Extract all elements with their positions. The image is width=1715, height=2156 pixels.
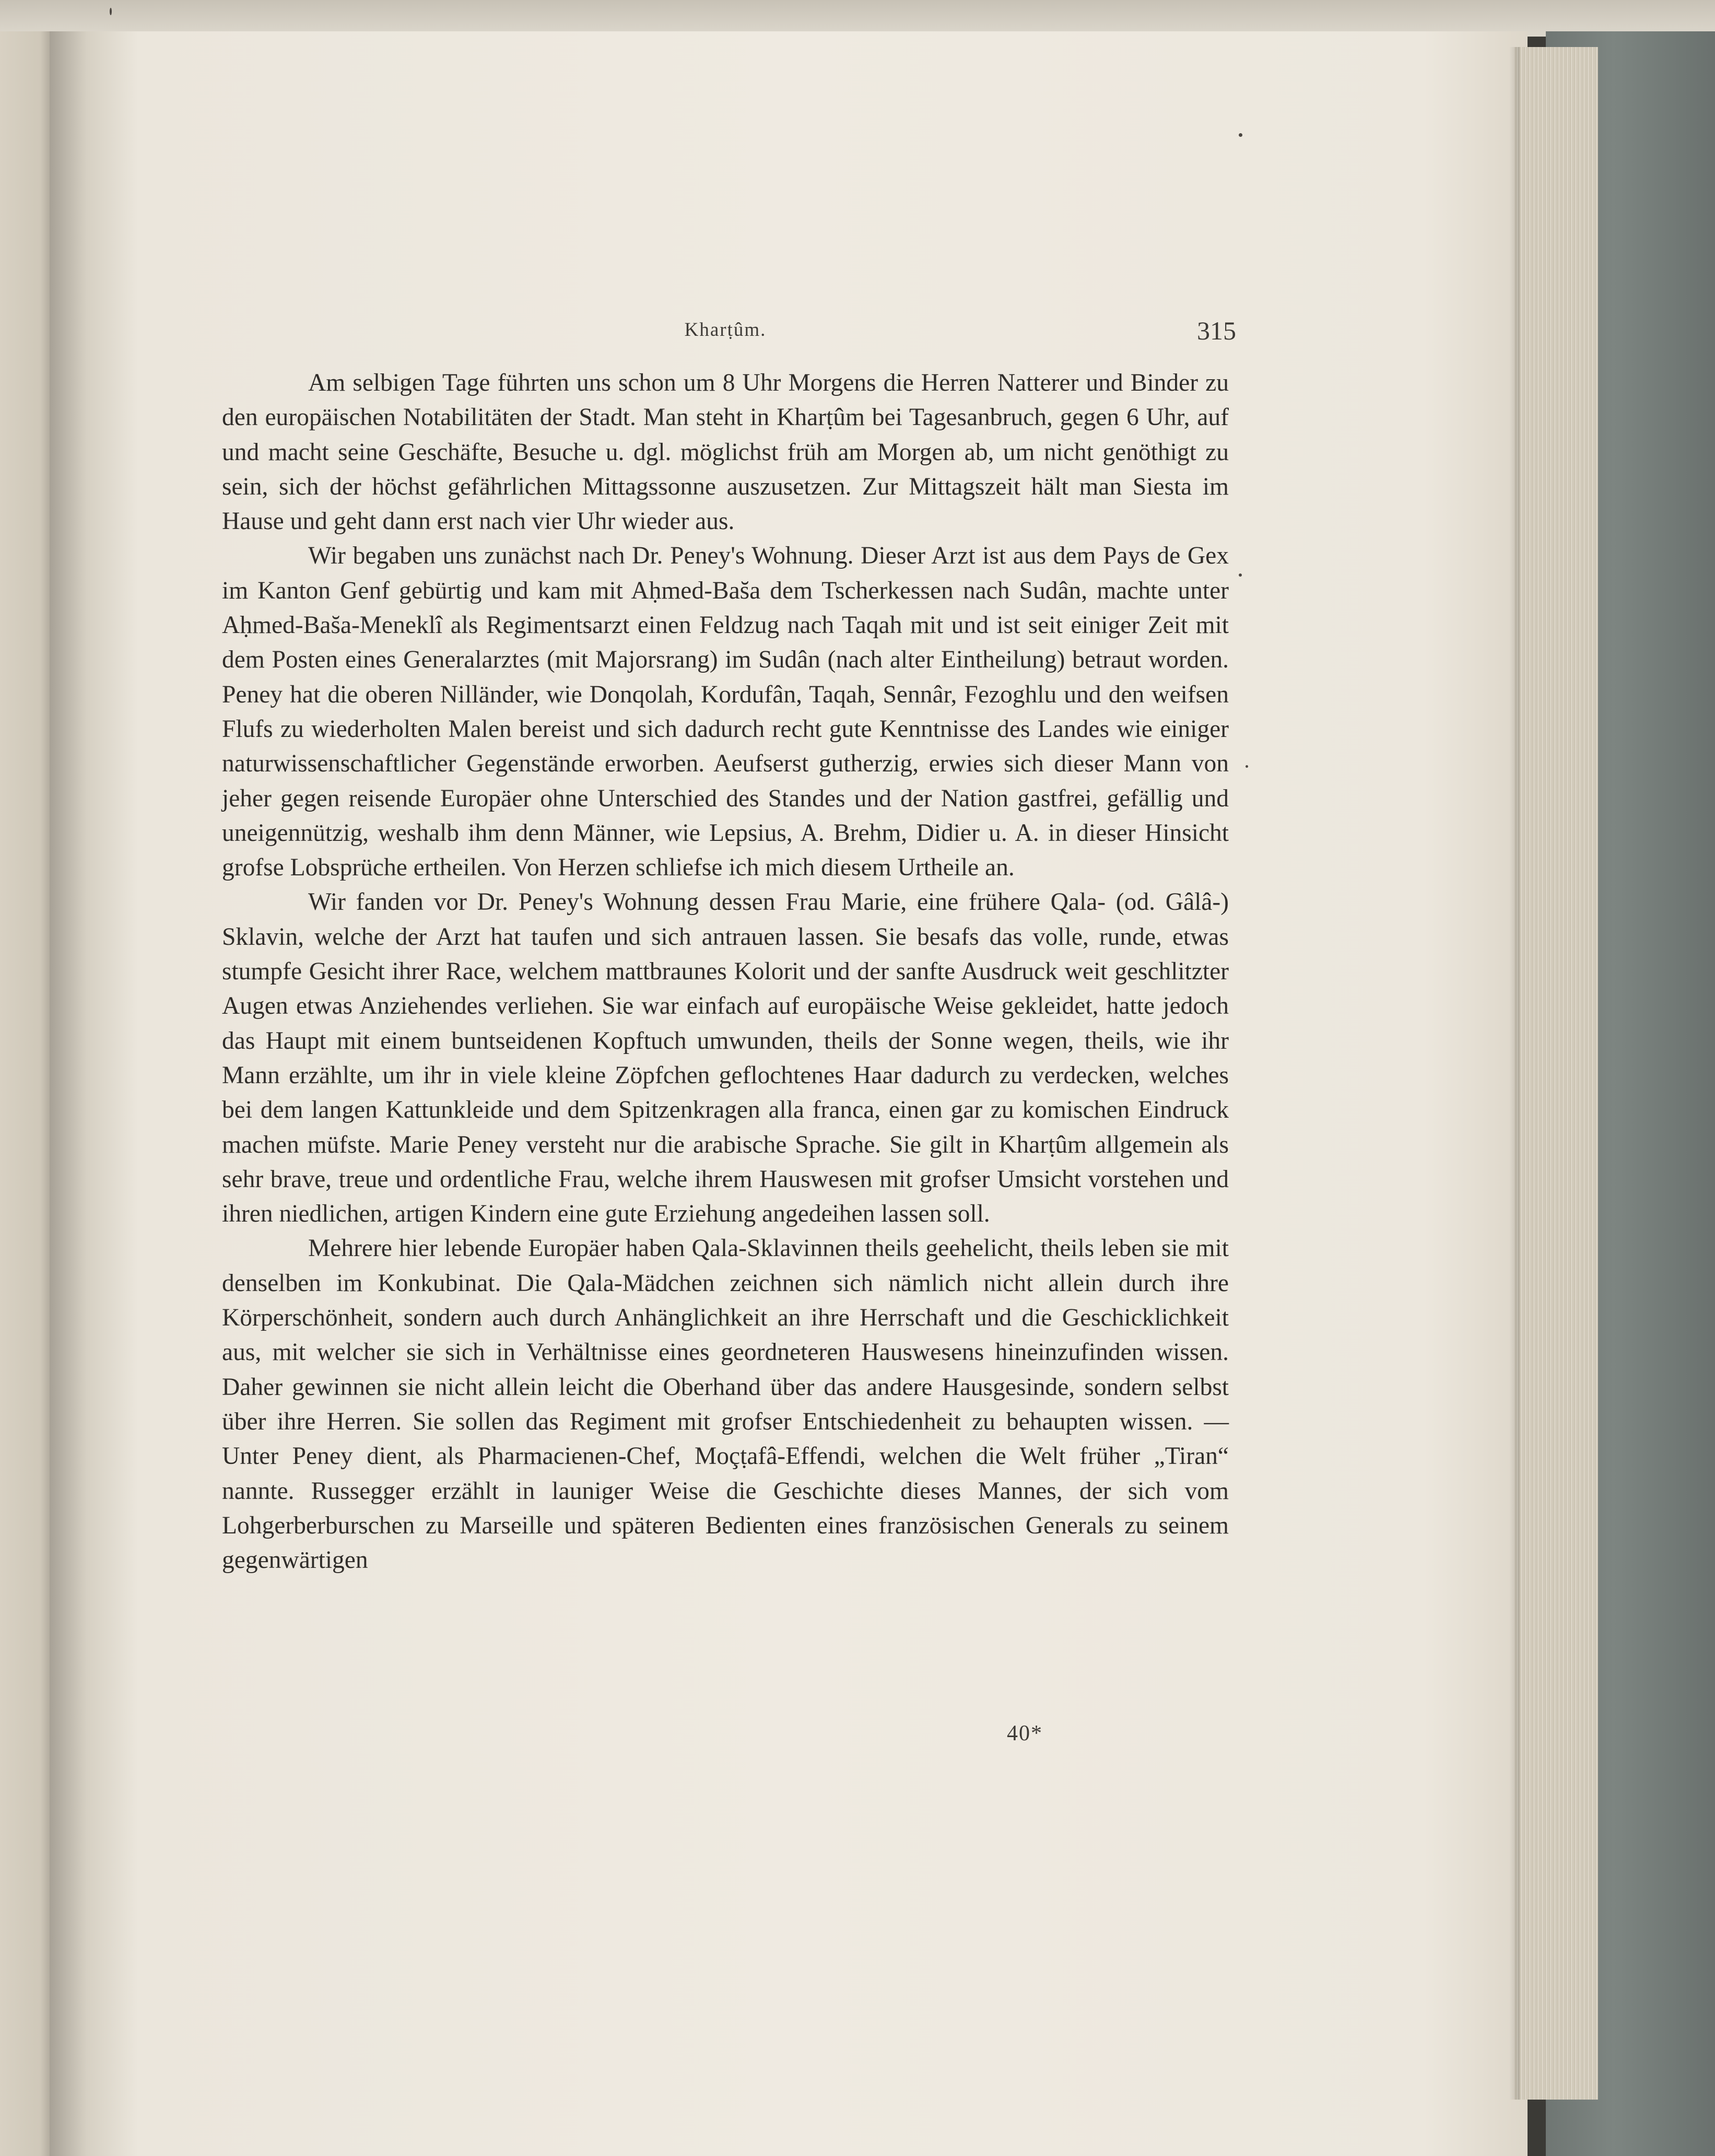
- facing-page-edge: [0, 31, 57, 2156]
- running-title: Kharṭûm.: [684, 319, 767, 341]
- paragraph: Am selbigen Tage führten uns schon um 8 Uhr Morgens die Herren Natterer und Binder zu den europäischen Notabilitäten der Stadt. Man steht in Kharṭûm bei Tagesanbruch, gegen 6 Uhr, auf und macht seine Geschäfte, Besuche u. dgl. möglichst früh am Morgen ab, um nicht genöthigt zu sein, sich der höchst gefährlichen Mittagssonne auszusetzen. Zur Mittagszeit hält man Siesta im Hause und geht dann erst nach vier Uhr wieder aus.: [222, 369, 1229, 535]
- running-head: [222, 316, 1236, 350]
- page-edges: [1514, 47, 1598, 2100]
- paper-speck: [1239, 133, 1242, 137]
- paragraph: Mehrere hier lebende Europäer haben Qala-Sklavinnen theils geehelicht, theils leben sie mit denselben im Konkubinat. Die Qala-Mädchen zeichnen sich nämlich nicht allein durch ihre Körperschönheit, sondern auch durch Anhänglichkeit an ihre Herrschaft und die Geschicklichkeit aus, mit welcher sie sich in Verhältnisse eines geordneteren Hauswesens hineinzufinden wissen. Daher gewinnen sie nicht allein leicht die Oberhand über das andere Hausgesinde, sondern selbst über ihre Herren. Sie sollen das Regiment mit grofser Entschiedenheit zu behaupten wissen. — Unter Peney dient, als Pharmacienen-Chef, Moçṭafâ-Effendi, welchen die Welt früher „Tiran“ nannte. Russegger erzählt in launiger Weise die Geschichte dieses Mannes, der sich vom Lohgerberburschen zu Marseille und späteren Bedienten eines französischen Generals zu seinem gegenwärtigen: [222, 1235, 1229, 1574]
- paper-speck: [110, 8, 112, 15]
- body-text: [222, 366, 1229, 1577]
- page-edges-shadow: [1509, 47, 1520, 2100]
- page-number: 315: [1197, 316, 1236, 345]
- paper-speck: [1246, 765, 1248, 768]
- paragraph: Wir fanden vor Dr. Peney's Wohnung dessen Frau Marie, eine frühere Qala- (od. Gâlâ-) Sklavin, welche der Arzt hat taufen und sich antrauen lassen. Sie besafs das volle, runde, etwas stumpfe Gesicht ihrer Race, welchem mattbraunes Kolorit und der sanfte Ausdruck weit geschlitzter Augen etwas Anziehendes verliehen. Sie war einfach auf europäische Weise gekleidet, hatte jedoch das Haupt mit einem buntseidenen Kopftuch umwunden, theils der Sonne wegen, theils, wie ihr Mann erzählte, um ihr in viele kleine Zöpfchen geflochtenes Haar dadurch zu verdecken, welches bei dem langen Kattunkleide und dem Spitzenkragen alla franca, einen gar zu komischen Eindruck machen müfste. Marie Peney versteht nur die arabische Sprache. Sie gilt in Kharṭûm allgemein als sehr brave, treue und ordentliche Frau, welche ihrem Hauswesen mit grofser Umsicht vorstehen und ihren niedlichen, artigen Kindern eine gute Erziehung angedeihen lassen soll.: [222, 888, 1229, 1228]
- paper-speck: [1239, 573, 1242, 577]
- paragraph: Wir begaben uns zunächst nach Dr. Peney's Wohnung. Dieser Arzt ist aus dem Pays de Gex im Kanton Genf gebürtig und kam mit Aḥmed-Bas̆a dem Tscherkessen nach Sudân, machte unter Aḥmed-Bas̆a-Meneklî als Regimentsarzt einen Feldzug nach Taqah mit und ist seit einiger Zeit mit dem Posten eines Generalarztes (mit Majorsrang) im Sudân (nach alter Eintheilung) betraut worden. Peney hat die oberen Nilländer, wie Donqolah, Kordufân, Taqah, Sennâr, Fezoghlu und den weifsen Flufs zu wiederholten Malen bereist und sich dadurch recht gute Kenntnisse des Landes wie einiger naturwissenschaftlicher Gegenstände erworben. Aeufserst gutherzig, erwies sich dieser Mann von jeher gegen reisende Europäer ohne Unterschied des Standes und der Nation gastfrei, gefällig und uneigennützig, weshalb ihm denn Männer, wie Lepsius, A. Brehm, Didier u. A. in dieser Hinsicht grofse Lobsprüche ertheilen. Von Herzen schliefse ich mich diesem Urtheile an.: [222, 542, 1229, 882]
- signature-mark: 40*: [1007, 1721, 1043, 1745]
